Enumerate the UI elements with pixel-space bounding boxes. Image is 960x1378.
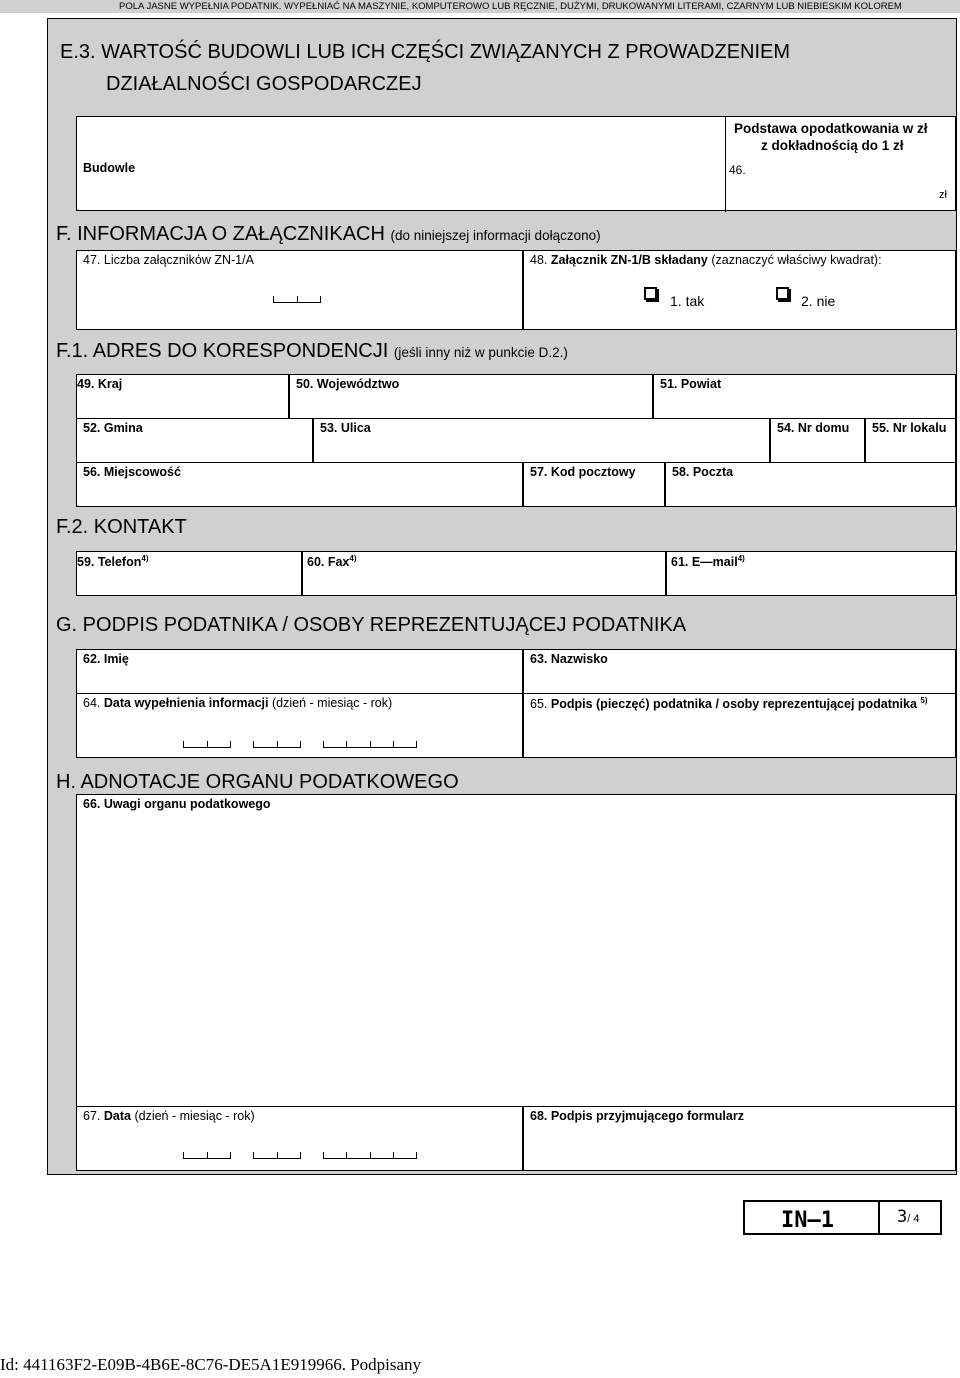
field-62-label: 62. Imię [83,652,129,666]
form-code-box [743,1200,942,1235]
section-f-subtitle: (do niniejszej informacji dołączono) [390,228,601,243]
field-68-text: 68. Podpis przyjmującego formularz [530,1109,744,1123]
field-64-hint: (dzień - miesiąc - rok) [272,696,393,710]
field-64-label [83,696,392,710]
field-53-street[interactable] [313,418,770,463]
option-yes-checkbox[interactable] [644,287,657,300]
field-61-text: 61. E—mail [671,555,738,570]
field-50-label: 50. Województwo [296,377,400,391]
year-digit-boxes[interactable] [323,1151,417,1159]
field-66-label: 66. Uwagi organu podatkowego [83,797,271,811]
field-65-signature[interactable] [523,693,956,758]
count-digit-boxes[interactable] [273,295,321,303]
field-65-text: Podpis (pieczęć) podatnika / osoby reprezentującej podatnika [550,697,917,712]
field-54-house-no[interactable] [770,418,865,463]
field-61-email[interactable] [666,551,956,596]
field-47-label [83,253,254,267]
field-52-commune[interactable] [76,418,313,463]
year-digit-boxes[interactable] [323,740,417,748]
field-63-label: 63. Nazwisko [530,652,608,666]
day-digit-boxes[interactable] [183,740,231,748]
form-page [47,18,957,1175]
field-48-label [530,253,882,267]
divider [878,1202,880,1233]
section-e3-title-2: DZIAŁALNOŚCI GOSPODARCZEJ [106,73,422,95]
field-48-num: 48. [530,253,548,267]
field-68-label [530,1109,744,1123]
section-e3-title-1: E.3. WARTOŚĆ BUDOWLI LUB ICH CZĘŚCI ZWIĄZANYCH Z PROWADZENIEM [60,41,791,63]
field-59-label [77,554,149,569]
field-64-date[interactable] [76,693,523,758]
field-60-text: 60. Fax [307,555,350,570]
field-67-date[interactable] [76,1106,523,1171]
field-52-label: 52. Gmina [83,421,143,435]
field-49-label: 49. Kraj [77,377,123,391]
field-59-phone[interactable] [76,551,302,596]
field-56-label: 56. Miejscowość [83,465,181,479]
field-46-label: 46. [729,163,746,177]
top-notice-bar [0,0,960,13]
field-48 [523,250,956,330]
field-50-voivodeship[interactable] [289,374,653,419]
field-54-label: 54. Nr domu [777,421,850,435]
field-59-footnote: 4) [141,554,149,563]
field-67-hint: (dzień - miesiąc - rok) [134,1109,255,1123]
section-f-title [56,223,601,246]
option-no-label: 2. nie [801,293,836,309]
field-56-locality[interactable] [76,462,523,507]
field-64-text: Data wypełnienia informacji [103,696,269,710]
page-number [897,1207,919,1227]
section-g-title: G. PODPIS PODATNIKA / OSOBY REPREZENTUJĄCEJ PODATNIKA [56,614,687,636]
field-65-note: 5) [920,696,928,705]
field-62-first-name[interactable] [76,649,523,694]
field-57-label: 57. Kod pocztowy [530,465,636,479]
field-60-label [307,554,357,569]
option-no-checkbox[interactable] [776,287,789,300]
field-57-postcode[interactable] [523,462,665,507]
section-f-title-text: F. INFORMACJA O ZAŁĄCZNIKACH [56,223,385,245]
field-47-num: 47. [83,253,101,267]
field-66-remarks[interactable] [76,794,956,1107]
field-65-label [530,696,928,711]
section-f2-title: F.2. KONTAKT [56,516,187,538]
field-67-label [83,1109,255,1123]
basis-label-2: z dokładnością do 1 zł [761,138,904,153]
buildings-label: Budowle [83,161,136,175]
field-60-fax[interactable] [302,551,666,596]
top-notice: POLA JASNE WYPEŁNIA PODATNIK. WYPEŁNIAĆ NA MASZYNIE, KOMPUTEROWO LUB RĘCZNIE, DUŻYMI, DRUKOWANYMI LITERAMI, CZARNYM LUB NIEBIESKIM KOLOREM [119,1,902,12]
field-59-text: 59. Telefon [77,555,142,570]
divider [725,117,726,212]
basis-label-1: Podstawa opodatkowania w zł [734,121,928,136]
month-digit-boxes[interactable] [253,1151,301,1159]
field-55-apartment-no[interactable] [865,418,956,463]
field-61-footnote: 4) [737,554,745,563]
field-47-text: Liczba załączników ZN-1/A [103,253,254,267]
field-68-officer-signature[interactable] [523,1106,956,1171]
option-yes-label: 1. tak [670,293,705,309]
buildings-row [76,116,956,211]
page-current: 3 [897,1207,908,1227]
section-f1-title-text: F.1. ADRES DO KORESPONDENCJI [56,340,389,362]
field-67-num: 67. [83,1109,101,1123]
section-f1-title [56,340,568,363]
form-code: IN—1 [781,1208,834,1233]
field-49-country[interactable] [76,374,289,419]
field-63-last-name[interactable] [523,649,956,694]
unit-zl: zł [939,189,947,201]
field-67-text: Data [103,1109,131,1123]
document-id-line: Id: 441163F2-E09B-4B6E-8C76-DE5A1E919966. Podpisany [0,1355,422,1374]
field-47[interactable] [76,250,523,330]
field-60-footnote: 4) [349,554,357,563]
field-58-label: 58. Poczta [672,465,734,479]
month-digit-boxes[interactable] [253,740,301,748]
field-51-county[interactable] [653,374,956,419]
field-58-post-office[interactable] [665,462,956,507]
field-48-text: Załącznik ZN-1/B składany [550,253,708,267]
section-f1-subtitle: (jeśli inny niż w punkcie D.2.) [393,345,568,360]
section-h-title: H. ADNOTACJE ORGANU PODATKOWEGO [56,771,459,793]
field-65-num: 65. [530,697,548,712]
field-53-label: 53. Ulica [320,421,371,435]
field-48-hint: (zaznaczyć właściwy kwadrat): [711,253,882,267]
field-61-label [671,554,745,569]
field-51-label: 51. Powiat [660,377,722,391]
field-55-label: 55. Nr lokalu [872,421,947,435]
page-total: / 4 [907,1213,920,1225]
field-64-num: 64. [83,696,101,710]
field-46-input[interactable] [727,177,955,209]
day-digit-boxes[interactable] [183,1151,231,1159]
